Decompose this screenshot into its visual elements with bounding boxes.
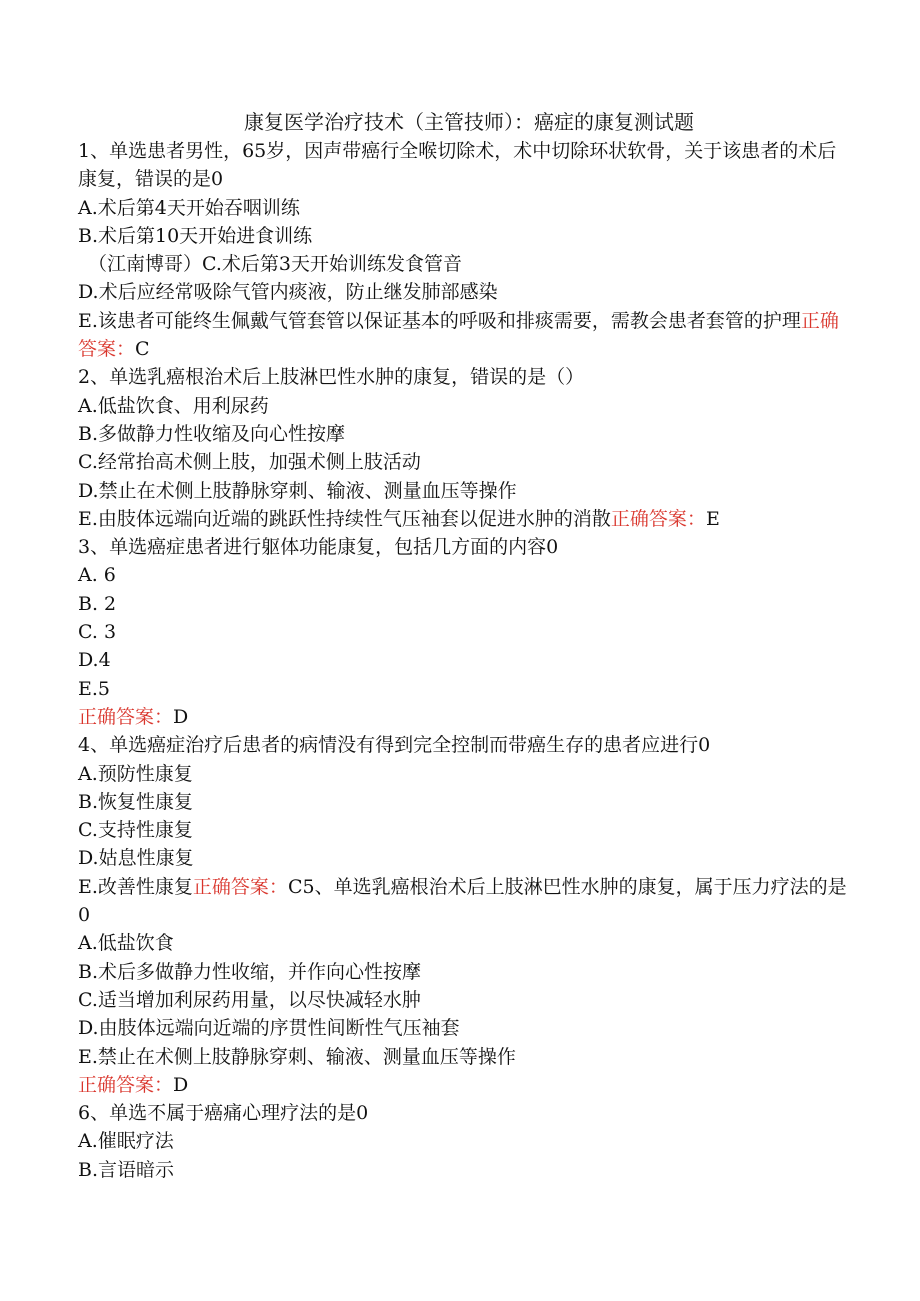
question-5-answer-label: 正确答案： bbox=[78, 1073, 174, 1096]
question-5-option-b: B.术后多做静力性收缩，并作向心性按摩 bbox=[78, 960, 422, 983]
question-6-option-a: A.催眠疗法 bbox=[78, 1130, 174, 1153]
question-3-answer: D bbox=[173, 705, 189, 728]
question-3-option-a: A. 6 bbox=[78, 564, 116, 587]
question-4-answer-label: 正确答案： bbox=[192, 875, 288, 898]
question-4-option-a: A.预防性康复 bbox=[78, 762, 193, 785]
question-2-option-b: B.多做静力性收缩及向心性按摩 bbox=[78, 422, 346, 445]
question-4-option-c: C.支持性康复 bbox=[78, 819, 193, 842]
question-2-option-e-line bbox=[78, 505, 850, 533]
question-4-option-e-line bbox=[78, 873, 850, 930]
question-2-option-a: A.低盐饮食、用利尿药 bbox=[78, 394, 269, 417]
question-3-option-c: C. 3 bbox=[78, 621, 117, 644]
question-1-option-d: D.术后应经常吸除气管内痰液，防止继发肺部感染 bbox=[78, 281, 498, 304]
question-2-stem: 2、单选乳癌根治术后上肢淋巴性水肿的康复，错误的是（） bbox=[78, 366, 585, 389]
document-title: 康复医学治疗技术（主管技师）：癌症的康复测试题 bbox=[244, 110, 694, 134]
question-1-stem: 1、单选患者男性，65岁，因声带癌行全喉切除术，术中切除环状软骨，关于该患者的术后康复，错误的是0 bbox=[78, 140, 837, 191]
question-5-stem: 5、单选乳癌根治术后上肢淋巴性水肿的康复，属于压力疗法的是0 bbox=[78, 875, 847, 927]
question-3 bbox=[78, 533, 850, 731]
question-2-option-d: D.禁止在术侧上肢静脉穿刺、输液、测量血压等操作 bbox=[78, 479, 517, 502]
question-2-answer: E bbox=[705, 507, 720, 530]
question-3-answer-line bbox=[78, 703, 850, 731]
question-1-answer: C bbox=[135, 338, 150, 361]
question-6-option-b: B.言语暗示 bbox=[78, 1158, 175, 1181]
question-4-stem: 4、单选癌症治疗后患者的病情没有得到完全控制而带癌生存的患者应进行0 bbox=[78, 734, 711, 757]
question-3-option-e: E.5 bbox=[78, 677, 110, 700]
question-4-answer: C bbox=[287, 875, 303, 898]
question-3-option-b: B. 2 bbox=[78, 592, 117, 615]
question-1-option-e: E.该患者可能终生佩戴气管套管以保证基本的呼吸和排痰需要，需教会患者套管的护理 bbox=[78, 309, 801, 332]
question-3-option-d: D.4 bbox=[78, 649, 111, 672]
question-3-answer-label: 正确答案： bbox=[78, 705, 174, 728]
question-4-option-b: B.恢复性康复 bbox=[78, 790, 194, 813]
question-1-option-e-line bbox=[78, 307, 850, 364]
question-5 bbox=[78, 929, 850, 1099]
question-1-option-c: （江南博哥）C.术后第3天开始训练发食管音 bbox=[88, 253, 462, 276]
question-5-option-c: C.适当增加利尿药用量，以尽快减轻水肿 bbox=[78, 988, 421, 1011]
question-1-option-a: A.术后第4天开始吞咽训练 bbox=[78, 196, 300, 219]
question-6-stem: 6、单选不属于癌痛心理疗法的是0 bbox=[78, 1102, 369, 1125]
question-2-option-e: E.由肢体远端向近端的跳跃性持续性气压袖套以促进水肿的消散 bbox=[78, 507, 611, 530]
question-6 bbox=[78, 1099, 850, 1184]
question-5-option-d: D.由肢体远端向近端的序贯性间断性气压袖套 bbox=[78, 1017, 460, 1040]
question-2-answer-label: 正确答案： bbox=[610, 507, 706, 530]
question-2 bbox=[78, 363, 850, 533]
question-4-option-d: D.姑息性康复 bbox=[78, 847, 194, 870]
question-5-answer: D bbox=[173, 1073, 189, 1096]
question-3-stem: 3、单选癌症患者进行躯体功能康复，包括几方面的内容0 bbox=[78, 536, 559, 559]
question-1-answer-label: 正确答案： bbox=[78, 309, 839, 361]
question-5-option-a: A.低盐饮食 bbox=[78, 932, 174, 955]
question-5-option-e: E.禁止在术侧上肢静脉穿刺、输液、测量血压等操作 bbox=[78, 1045, 516, 1068]
question-1 bbox=[78, 137, 850, 363]
question-1-option-b: B.术后第10天开始进食训练 bbox=[78, 224, 313, 247]
question-2-option-c: C.经常抬高术侧上肢，加强术侧上肢活动 bbox=[78, 451, 421, 474]
question-4-option-e: E.改善性康复 bbox=[78, 875, 193, 898]
question-4 bbox=[78, 731, 850, 929]
question-5-answer-line bbox=[78, 1071, 850, 1099]
